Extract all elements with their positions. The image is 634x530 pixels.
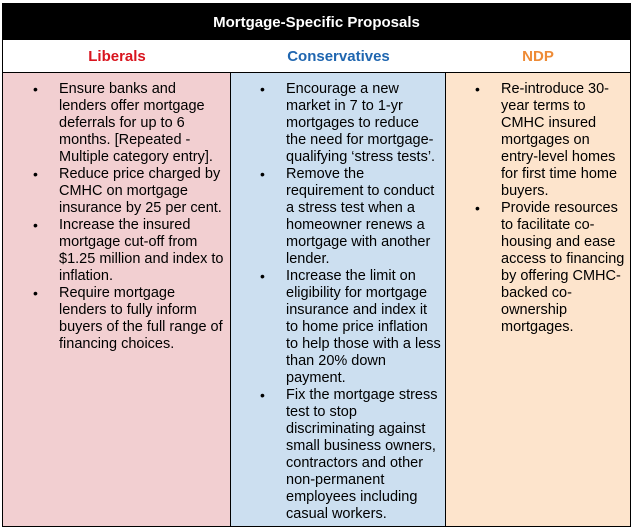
table-title: Mortgage-Specific Proposals xyxy=(3,4,630,40)
conservatives-column xyxy=(231,73,446,526)
bullet-icon: • xyxy=(260,387,265,403)
liberals-list xyxy=(3,81,226,353)
conservatives-list xyxy=(231,81,441,523)
list-item xyxy=(3,217,226,285)
ndp-list xyxy=(446,81,626,336)
list-item-text: Increase the insured mortgage cut-off from $1.25 million and index to inflation. xyxy=(59,217,224,284)
bullet-icon: • xyxy=(475,81,480,97)
list-item-text: Re-introduce 30-year terms to CMHC insured mortgages on entry-level homes for first time home buyers. xyxy=(501,81,618,199)
bullet-icon: • xyxy=(33,285,38,301)
list-item xyxy=(446,200,626,336)
list-item-text: Reduce price charged by CMHC on mortgage insurance by 25 per cent. xyxy=(59,166,222,216)
bullet-icon: • xyxy=(260,166,265,182)
header-ndp: NDP xyxy=(522,47,554,65)
list-item-text: Increase the limit on eligibility for mortgage insurance and index it to home price inflation to help those with a less than 20% down payment. xyxy=(286,268,441,386)
list-item-text: Fix the mortgage stress test to stop discriminating against small business owners, contractors and other non-permanent employees including casual workers. xyxy=(286,387,438,522)
list-item xyxy=(3,285,226,353)
list-item xyxy=(231,268,441,387)
list-item xyxy=(446,81,626,200)
list-item-text: Remove the requirement to conduct a stress test when a homeowner renews a mortgage with another lender. xyxy=(286,166,435,267)
list-item xyxy=(3,81,226,166)
list-item-text: Require mortgage lenders to fully inform buyers of the full range of financing choices. xyxy=(59,285,223,352)
header-conservatives: Conservatives xyxy=(287,47,390,65)
header-liberals: Liberals xyxy=(88,47,146,65)
bullet-icon: • xyxy=(260,268,265,284)
list-item xyxy=(3,166,226,217)
header-row xyxy=(3,40,630,73)
list-item xyxy=(231,166,441,268)
ndp-column xyxy=(446,73,630,526)
proposals-table xyxy=(2,3,631,527)
list-item xyxy=(231,387,441,523)
bullet-icon: • xyxy=(33,166,38,182)
liberals-column xyxy=(3,73,231,526)
bullet-icon: • xyxy=(33,81,38,97)
list-item-text: Encourage a new market in 7 to 1-yr mortgages to reduce the need for mortgage-qualifying ‘stress tests’. xyxy=(286,81,436,165)
body-row xyxy=(3,73,630,526)
list-item-text: Ensure banks and lenders offer mortgage deferrals for up to 6 months. [Repeated - Multiple category entry]. xyxy=(59,81,213,165)
bullet-icon: • xyxy=(33,217,38,233)
list-item-text: Provide resources to facilitate co-housing and ease access to financing by offering CMHC-backed co-ownership mortgages. xyxy=(501,200,625,335)
list-item xyxy=(231,81,441,166)
bullet-icon: • xyxy=(475,200,480,216)
bullet-icon: • xyxy=(260,81,265,97)
